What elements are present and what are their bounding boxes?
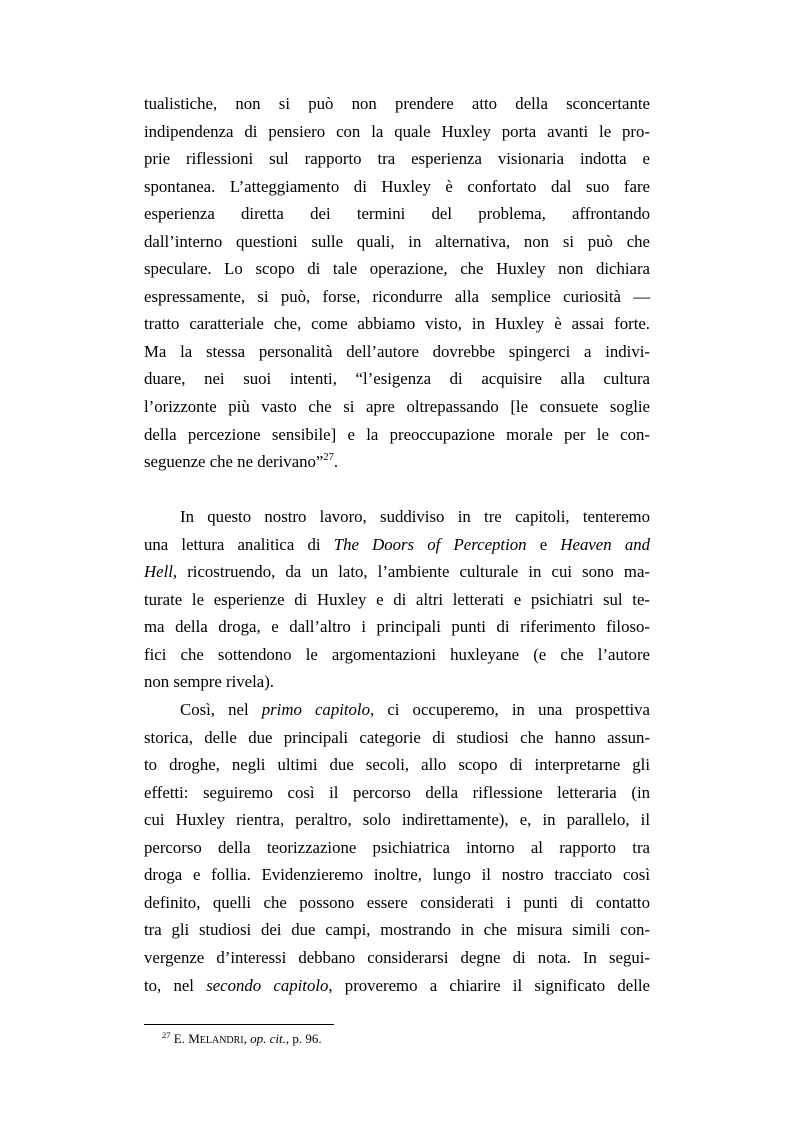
text-line [144, 531, 650, 559]
paragraph-chapters [144, 696, 650, 999]
text-line: effetti: seguiremo così il percorso della riflessione letteraria (in [144, 782, 650, 802]
footnote-separator [144, 1024, 334, 1025]
text-line: fici che sottendono le argomentazioni huxleyane (e che l’autore [144, 644, 650, 664]
text-line: ma della droga, e dall’altro i principali punti di riferimento filoso- [144, 617, 650, 637]
text-span: , ricostruendo, da un lato, l’ambiente culturale in cui sono ma- [172, 562, 650, 582]
footnote-number: 27 [162, 1030, 171, 1040]
book-title: Heaven and [560, 534, 651, 554]
text-line: speculare. Lo scopo di tale operazione, che Huxley non dichiara [144, 259, 650, 279]
book-title: The Doors of Perception [333, 534, 527, 554]
paragraph-continued [144, 90, 650, 476]
book-title: Hell [144, 562, 173, 582]
text-line: storica, delle due principali categorie di studiosi che hanno assun- [144, 727, 650, 747]
text-line: dall’interno questioni sulle quali, in alternativa, non si può che [144, 231, 650, 251]
text-line: spontanea. L’atteggiamento di Huxley è confortato dal suo fare [144, 176, 650, 196]
text-line: della percezione sensibile] e la preoccupazione morale per le con- [144, 424, 650, 444]
text-line: to droghe, negli ultimi due secoli, allo scopo di interpretarne gli [144, 755, 650, 775]
text-line: prie riflessioni sul rapporto tra esperienza visionaria indotta e [144, 149, 650, 169]
text-line: tratto caratteriale che, come abbiamo visto, in Huxley è assai forte. [144, 314, 650, 334]
text-line: turate le esperienze di Huxley e di altri letterati e psichiatri sul te- [144, 589, 650, 609]
footnote-reference[interactable]: 27 [323, 452, 334, 464]
text-span: , proveremo a chiarire il significato delle [328, 975, 651, 995]
text-line: espressamente, si può, forse, ricondurre alla semplice curiosità — [144, 286, 650, 306]
footnote-author-initial: E. M [173, 1031, 200, 1046]
text-line: duare, nei suoi intenti, “l’esigenza di acquisire alla cultura [144, 369, 650, 389]
text-line-last [144, 448, 650, 476]
body-text [144, 90, 650, 999]
text-span: e [526, 534, 561, 554]
text-span: . [333, 452, 339, 472]
text-line: cui Huxley rientra, peraltro, solo indirettamente), e, in parallelo, il [144, 810, 650, 830]
text-line: tra gli studiosi dei due campi, mostrando in che misura simili con- [144, 920, 650, 940]
text-line: definito, quelli che possono essere considerati i punti di contatto [144, 892, 650, 912]
text-line [144, 558, 650, 586]
footnote-work: op. cit. [250, 1031, 286, 1046]
text-line: vergenze d’interessi debbano considerarsi degne di nota. In segui- [144, 947, 650, 967]
text-span: Così, nel [180, 700, 262, 720]
text-line: tualistiche, non si può non prendere atto della sconcertante [144, 94, 650, 113]
text-line: l’orizzonte più vasto che si apre oltrepassando [le consuete soglie [144, 397, 650, 417]
chapter-reference: primo capitolo [261, 700, 370, 720]
text-line: percorso della teorizzazione psichiatrica intorno al rapporto tra [144, 837, 650, 857]
footnote-page: , p. 96. [285, 1031, 322, 1046]
paragraph-gap [144, 476, 650, 504]
text-line: droga e follia. Evidenzieremo inoltre, lungo il nostro tracciato così [144, 865, 650, 885]
text-line [144, 696, 650, 724]
text-span: seguenze che ne derivano” [144, 452, 324, 472]
footnote [162, 1031, 322, 1049]
chapter-reference: secondo capitolo [206, 975, 329, 995]
text-span: , ci occuperemo, in una prospettiva [369, 700, 650, 720]
text-line: indipendenza di pensiero con la quale Huxley porta avanti le pro- [144, 121, 650, 141]
text-line-last: non sempre rivela). [144, 672, 275, 692]
text-line: In questo nostro lavoro, suddiviso in tre capitoli, tenteremo [180, 507, 650, 527]
text-span: una lettura analitica di [144, 534, 334, 554]
text-line: Ma la stessa personalità dell’autore dovrebbe spingerci a indivi- [144, 341, 650, 361]
footnote-author-smallcaps: ELANDRI [199, 1035, 244, 1046]
text-span: to, nel [144, 975, 207, 995]
text-line [144, 972, 650, 1000]
footnote-comma: , [243, 1031, 251, 1046]
text-line: esperienza diretta dei termini del problema, affrontando [144, 204, 650, 224]
paragraph-intro [144, 503, 650, 696]
